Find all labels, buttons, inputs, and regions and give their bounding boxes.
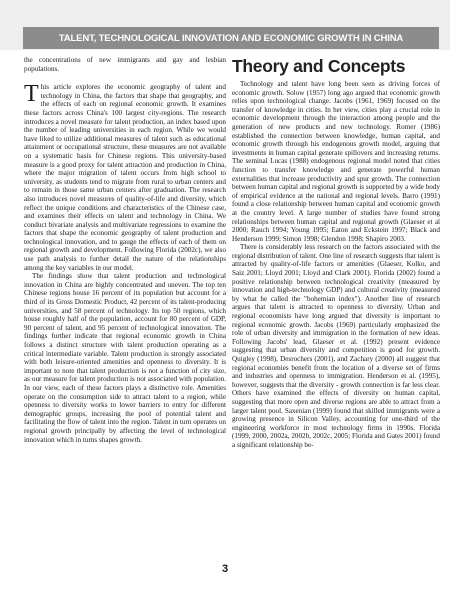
intro-paragraph bbox=[24, 83, 226, 272]
continuation-paragraph: the concentrations of new immigrants and gay and lesbian populations. bbox=[24, 56, 226, 73]
findings-paragraph: The findings show that talent production and technological innovation in China are highly concentrated and uneven. The top ten Chinese regions house 16 percent of its population but account for a third of its Gross Domestic Product, 42 percent of its talent-producing universities, and 58 percent of technology. Its top 50 regions, which house roughly half of the population, account for 80 percent of GDP, 90 percent of talent, and 95 percent of technological innovation. The findings further indicate that regional economic growth in China follows a distinct structure with talent production operating as a critical intermediate variable. Talent production is strongly associated with both leisure-oriented amenities and openness to diversity. It is important to note that talent production is not a function of city size, as our measure for talent production is not associated with population. In our view, each of these factors plays a distinctive role. Amenities operate on the consumption side to attract talent to a region, while openness to diversity works to lower barriers to entry for different demographic groups, increasing the pool of potential talent and facilitating the flow of talent into the region. Talent in turn operates on regional growth principally by affecting the level of technological innovation which in turns shapes growth. bbox=[24, 272, 226, 444]
right-column bbox=[232, 56, 440, 450]
theory-paragraph-2: There is considerably less research on the factors associated with the regional distribution of talent. One line of research suggests that talent is attracted by quality-of-life factors or amenities (Glaeser, Kolko, and Saiz 2001; Lloyd 2001; Lloyd and Clark 2001). Florida (2002) found a positive relationship between technological creativity (measured by innovation and high-technology GDP) and cultural creativity (measured by what he called the "bohemian index"). Another line of research argues that talent is attracted to openness to diversity. Urban and regional economists have long argued that diversity is important to regional economic growth. Jacobs (1969) particularly emphasized the role of urban diversity and immigration in the formation of new ideas. Following Jacobs' lead, Glaeser et al. (1992) present evidence suggesting that urban diversity and competition is good for growth. Quigley (1998), Desrochers (2001), and Zachary (2000) all suggest that regional economies benefit from the location of a diverse set of firms and industries and openness to immigration. Henderson et al. (1995), however, suggests that the diversity - growth connection is far less clear. Others have examined the effects of diversity on human capital, suggesting that more open and diverse regions are able to attract from a larger talent pool. Saxenian (1999) found that skilled immigrants were a growing presence in Silicon Valley, accounting for one-third of the engineering workforce in most technology firms in 1990s. Florida (1999, 2000, 2002a, 2002b, 2002c, 2005; Florida and Gates 2001) found a significant relationship be- bbox=[232, 243, 440, 449]
left-column bbox=[24, 56, 226, 444]
intro-paragraph-text: his article explores the economic geography of talent and technology in China, the factors that shape that geography, and the effects of each on regional economic growth. It examines these factors across China's 100 largest city-regions. The research introduces a novel measure for talent production, an index based upon the number of leading universities in each region. While we would have liked to utilize additional measures of talent such as educational attainment or occupational structure, these measures are not available on a systematic basis for Chinese regions. This university-based measure is a good proxy for talent attraction and production in China, where the major migration of talent occurs from high school to university, as students tend to migrate from rural to urban centers and to remain in those same urban centers after graduation. The research also introduces novel measures of quality-of-life and diversity, which reflect the unique conditions and characteristics of the Chinese case, and examines their effects on talent and technology in China. We conduct bivariate analysis and multivariate regressions to examine the factors that shape the economic geography of talent production and technological innovation, and to gauge the effects of each of them on regional growth and development. Following Florida (2002c), we also use path analysis to further detail the nature of the relationships among the key variables in our model. bbox=[24, 83, 226, 272]
drop-cap: T bbox=[24, 81, 39, 108]
section-title: Theory and Concepts bbox=[232, 56, 406, 76]
running-header bbox=[23, 27, 439, 49]
running-header-title: TALENT, TECHNOLOGICAL INNOVATION AND ECONOMIC GROWTH IN CHINA bbox=[58, 32, 404, 44]
page-number: 3 bbox=[221, 563, 229, 575]
theory-paragraph-1: Technology and talent have long been seen as driving forces of economic growth. Solow (1957) long ago argued that economic growth relies upon technological change. Jacobs (1961, 1969) focused on the transfer of knowledge in cities. In her view, cities play a crucial role in economic development through the interaction among people and the generation of new products and new technology. Romer (1986) established the connection between knowledge, human capital, and economic growth through his endogenous growth model, arguing that investments in human capital generate spillovers and increasing returns. The seminal Lucas (1988) endogenous regional model noted that cities function to transfer knowledge and generate powerful human externalities that increase productivity and spur growth. The connection between human capital and regional growth is supported by a wide body of empirical evidence at the national and regional levels. Barro (1991) found a close relationship between human capital and economic growth at the country level. A large number of studies have found strong relationships between human capital and regional growth (Glaeser et al 2000; Rauch 1994; Young 1995; Eaton and Eckstein 1997; Black and Henderson 1999; Simon 1998; Glendon 1998; Shapiro 2003. bbox=[232, 80, 440, 243]
